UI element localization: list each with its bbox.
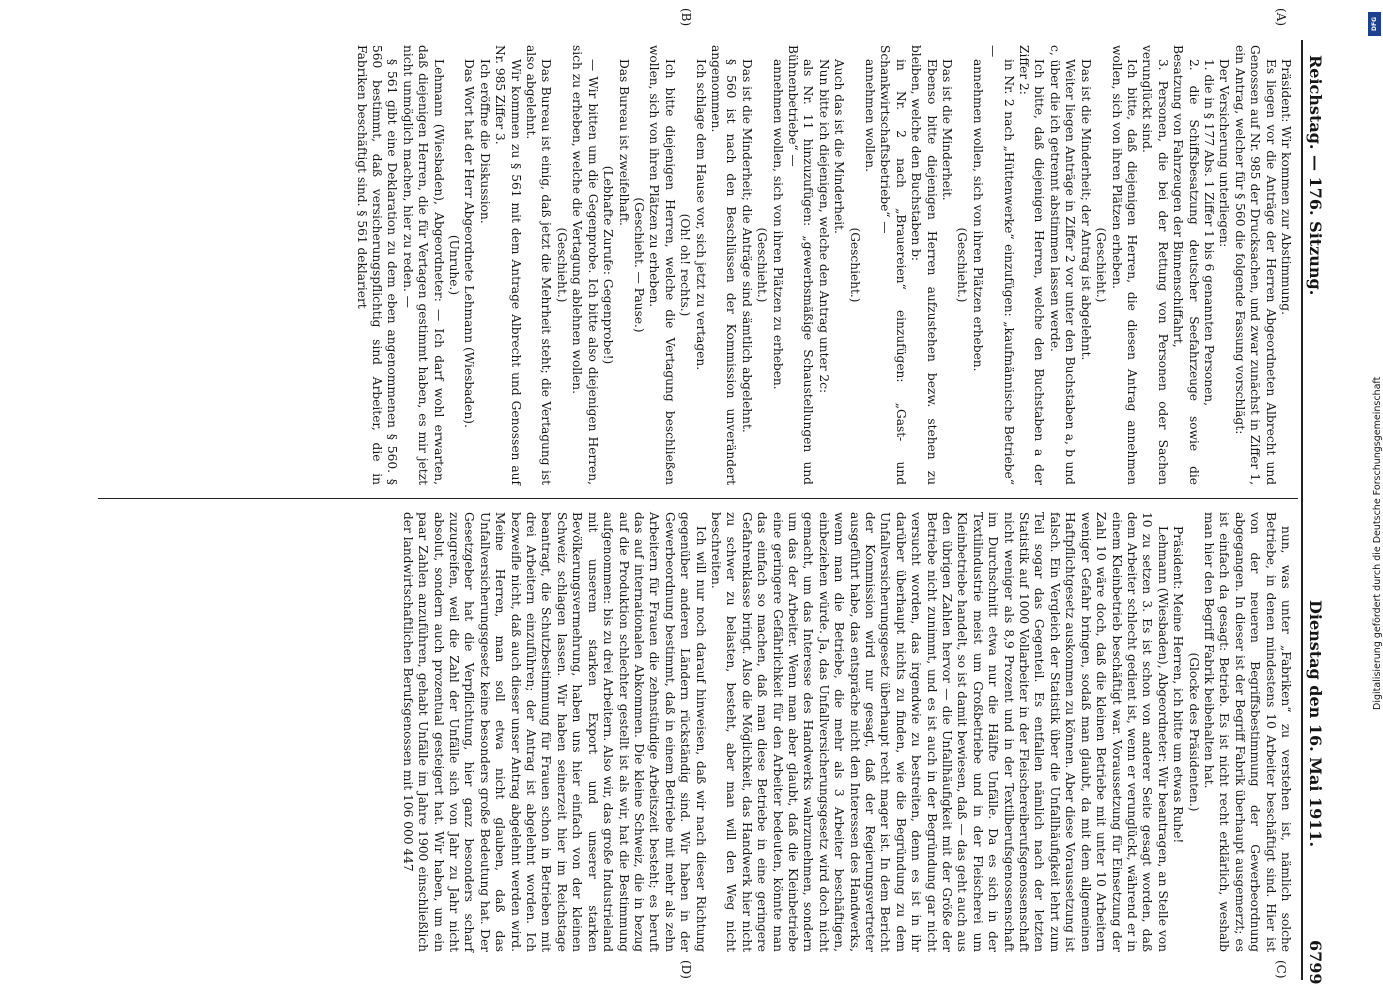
- paragraph: Der Versicherung unterliegen:: [1217, 59, 1232, 248]
- paragraph: Weiter liegen Anträge in Ziffer 2 vor unter den Buchstaben a, b und c, über die ich getrennt abstimmen lassen werde.: [1047, 45, 1078, 485]
- paragraph: Es liegen vor die Anträge der Herren Abgeordneten Albrecht und Genossen auf Nr. 985 der Drucksachen, und zwar zunächst in Ziffer 1, ein Antrag, welcher für § 560 die folgende Fassung vorschlägt:: [1232, 45, 1278, 485]
- paragraph: (Geschieht.): [755, 227, 770, 303]
- digitization-note: [1350, 10, 1383, 710]
- paragraph: (Geschieht.): [554, 227, 569, 303]
- paragraph: (Glocke des Präsidenten.): [1186, 652, 1201, 812]
- marker-b: (B): [679, 8, 693, 27]
- paragraph: Nun bitte ich diejenigen, welche den Antrag unter 2c:: [816, 59, 831, 394]
- paragraph: Das Wort hat der Herr Abgeordnete Lehmann (Wiesbaden).: [462, 59, 477, 428]
- paragraph: 2. die Schiffsbesatzung deutscher Seefahrzeuge sowie die Besatzung von Fahrzeugen der Binnenschiffahrt,: [1171, 45, 1201, 485]
- marker-a: (A): [1274, 8, 1288, 27]
- paragraph: (Geschieht.): [1094, 227, 1109, 303]
- paragraph: Lehmann (Wiesbaden), Abgeordneter: Wir beantragen, an Stelle von 10 zu setzen 3. Es ist schon von anderer Seite gesagt worden, daß dem Arbeiter schlecht gedient ist, wenn er verunglückt, während er in einem Kleinbetrieb beschäftigt war. Voraussetzung für Einsetzung der Zahl 10 wäre doch, daß die kleinen Betriebe mit unter 10 Arbeitern weniger Gefahr bringen, sodaß man glaubt, da mit dem allgemeinen Haftpflichtgesetz auskommen zu können. Aber diese Voraussetzung ist falsch. Ein Vergleich der Statistik über die Unfallhäufigkeit lehrt zum Teil sogar das Gegenteil. Es entfallen nämlich nach der letzten Statistik auf 1000 Vollarbeiter in der Fleischereiberufsgenossenschaft nicht weniger als 8,9 Prozent und in der Textilberufsgenossenschaft im Durchschnitt etwa nur die Hälfte Unfälle. Da es sich in der Textilindustrie meist um Großbetriebe und in der Fleischerei um Kleinbetriebe handelt, so ist damit bewiesen, daß — das geht auch aus den übrigen Zahlen hervor — die Unfallhäufigkeit mit der Größe der Betriebe nicht zunimmt, und es ist auch in der Begründung gar nicht versucht worden, das irgendwie zu bestreiten, denn es ist in ihr darüber überhaupt nichts zu finden, wie die Begründung zu dem Unfallversicherungsgesetz überhaupt recht mager ist. In dem Bericht der Kommission wird nur gesagt, daß der Regierungsvertreter ausgeführt habe, das entspräche nicht den Interessen des Handwerks, wenn man die Betriebe, die mehr als 3 Arbeiter beschäftigen, einbeziehen würde. Ja, das Unfallversicherungsgesetz wird doch nicht gemacht, um das Interesse des Handwerks wahrzunehmen, sondern um das der Arbeiter. Wenn man aber glaubt, daß die Kleinbetriebe eine geringere Gefährlichkeit für den Arbeiter bedeuten, könnte man das einfach so machen, daß man diese Betriebe in eine geringere Gefahrenklasse bringt. Also die Möglichkeit, das Handwerk hier nicht zu schwer zu belasten, besteht, aber man will den Weg nicht beschreiten.: [708, 512, 1170, 952]
- paragraph: Ich will nur noch darauf hinweisen, daß wir nach dieser Richtung gegenüber anderen Ländern rückständig sind. Wir haben in der Gewerbeordnung bestimmt, daß in einem Betriebe mit mehr als zehn Arbeitern für Frauen die zehnstündige Arbeitszeit besteht; es beruft das auf internationalen Abkommen. Die kleine Schweiz, die in bezug auf die Produktion schlechter gestellt ist als wir, hat die Bestimmung aufgenommen: bis zu drei Arbeitern. Also wir, das große Industrieland mit unserem starken Export und unserer starken Bevölkerungsvermehrung, haben uns hier einfach von der kleinen Schweiz schlagen lassen. Wir haben seinerzeit hier im Reichstage beantragt, die Schutzbestimmung für Frauen schon in Betrieben mit drei Arbeitern einzuführen; der Antrag ist abgelehnt worden. Ich bezweifle nicht, daß auch dieser unser Antrag abgelehnt werden wird. Meine Herren, man soll etwa nicht glauben, daß das Unfallversicherungsgesetz keine besonders große Bedeutung hat. Der Gesetzgeber hat die Verpflichtung, hier ganz besonders scharf zuzugreifen, weil die Zahl der Unfälle sich von Jahr zu Jahr nicht absolut, sondern auch prozentual gesteigert hat. Wir haben, um ein paar Zahlen anzuführen, gehabt Unfälle im Jahre 1900 einschließlich der landwirtschaftlichen Berufsgenossen mit 106 000 447: [400, 512, 708, 952]
- paragraph: Das Bureau ist einig, daß jetzt die Mehrheit steht; die Vertagung ist also abgelehnt.: [524, 45, 554, 485]
- paragraph: § 561 gibt eine Deklaration zu dem eben angenommenen § 560. § 560 bestimmt, daß versicherungspflichtig sind Arbeiter, die in Fabriken beschäftigt sind. § 561 deklariert: [354, 45, 400, 485]
- paragraph: in Nr. 2 nach „Hüttenwerke“ einzufügen: „kaufmännische Betriebe“ —: [986, 45, 1016, 485]
- paragraph: (Lebhafte Zurufe: Gegenprobe!): [601, 165, 616, 365]
- paragraph: 3. Personen, die bei der Rettung von Personen oder Sachen verunglückt sind.: [1140, 45, 1170, 485]
- paragraph: annehmen wollen, sich von ihren Plätzen zu erheben.: [770, 59, 785, 390]
- paragraph: nun, was unter „Fabriken“ zu verstehen ist, nämlich solche Betriebe, in denen mindestens 10 Arbeiter beschäftigt sind. Hier ist von der neueren Begriffsbestimmung der Gewerbeordnung abgegangen. In dieser ist der Begriff Fabrik überhaupt ausgemerzt; es ist einfach da gesagt: Betrieb. Es ist nicht recht erklärlich, weshalb man hier den Begriff Fabrik beibehalten hat.: [1201, 512, 1293, 952]
- paragraph: Präsident: Meine Herren, ich bitte um etwas Ruhe!: [1171, 526, 1186, 844]
- digitization-note-text: Digitalisierung gefördert durch die Deutsche Forschungsgemeinschaft: [1372, 376, 1383, 710]
- paragraph: in Nr. 2 nach „Brauereien“ einzufügen: „Gast- und Schankwirtschaftsbetriebe“ —: [878, 45, 908, 485]
- header-center: Dienstag den 16. Mai 1911.: [1306, 600, 1325, 848]
- marker-c: (C): [1274, 960, 1288, 979]
- column-divider: [98, 498, 1298, 499]
- paragraph: Das Bureau ist zweifelhaft.: [616, 59, 631, 226]
- paragraph: Ich eröffne die Diskussion.: [477, 59, 492, 224]
- paragraph: Ebenso bitte diejenigen Herren aufzustehen bezw. stehen zu bleiben, welche den Buchstaben b:: [909, 45, 939, 485]
- paragraph: als Nr. 11 hinzuzufügen: „gewerbsmäßige Schaustellungen und Bühnenbetriebe“ —: [786, 45, 816, 485]
- paragraph: Lehmann (Wiesbaden), Abgeordneter: — Ich darf wohl erwarten, daß diejenigen Herren, die für Vertagen gestimmt haben, es mir jetzt nicht unmöglich machen, hier zu reden. —: [400, 45, 446, 485]
- header-left: Reichstag. — 176. Sitzung.: [1306, 55, 1325, 296]
- paragraph: 1. die in § 177 Abs. 1 Ziffer 1 bis 6 genannten Personen,: [1201, 59, 1216, 406]
- paragraph: Das ist die Minderheit; der Antrag ist abgelehnt.: [1078, 59, 1093, 361]
- paragraph: Präsident: Wir kommen zur Abstimmung.: [1279, 59, 1293, 315]
- paragraph: (Oh! oh! rechts.): [678, 213, 693, 317]
- paragraph: (Unruhe.): [447, 234, 462, 296]
- paragraph: Auch das ist die Minderheit.: [832, 59, 847, 234]
- paragraph: § 560 ist nach den Beschlüssen der Kommission unverändert angenommen.: [708, 45, 739, 485]
- paragraph: Das ist die Minderheit.: [940, 59, 955, 201]
- paragraph: (Geschieht.): [955, 227, 970, 303]
- paragraph: annehmen wollen.: [863, 59, 878, 173]
- marker-d: (D): [679, 960, 693, 979]
- paragraph: Ich bitte diejenigen Herren, welche die Vertagung beschließen wollen, sich von ihren Plätzen zu erheben.: [647, 45, 677, 485]
- paragraph: Ich bitte, daß diejenigen Herren, welche den Buchstaben a der Ziffer 2:: [1017, 45, 1047, 485]
- header-rule: [1301, 40, 1303, 980]
- paragraph: (Geschieht. — Pause.): [631, 197, 646, 333]
- left-column: [353, 45, 1293, 485]
- dfg-logo: DFG: [1368, 12, 1381, 36]
- paragraph: Wir kommen zu § 561 mit dem Antrage Albrecht und Genossen auf Nr. 985 Ziffer 3.: [493, 45, 523, 485]
- right-column: [399, 512, 1293, 952]
- page-number: 6799: [1306, 940, 1325, 985]
- paragraph: (Geschieht.): [847, 227, 862, 303]
- paragraph: Das ist die Minderheit; die Anträge sind sämtlich abgelehnt.: [739, 59, 754, 433]
- paragraph: — Wir bitten um die Gegenprobe. Ich bitte also diejenigen Herren, sich zu erheben, welche die Vertagung ablehnen wollen.: [570, 45, 600, 485]
- paragraph: Ich schlage dem Hause vor, sich jetzt zu vertagen.: [693, 59, 708, 371]
- paragraph: annehmen wollen, sich von ihren Plätzen erheben.: [970, 59, 985, 372]
- paragraph: Ich bitte, daß diejenigen Herren, die diesen Antrag annehmen wollen, sich von ihren Plätzen erheben.: [1109, 45, 1139, 485]
